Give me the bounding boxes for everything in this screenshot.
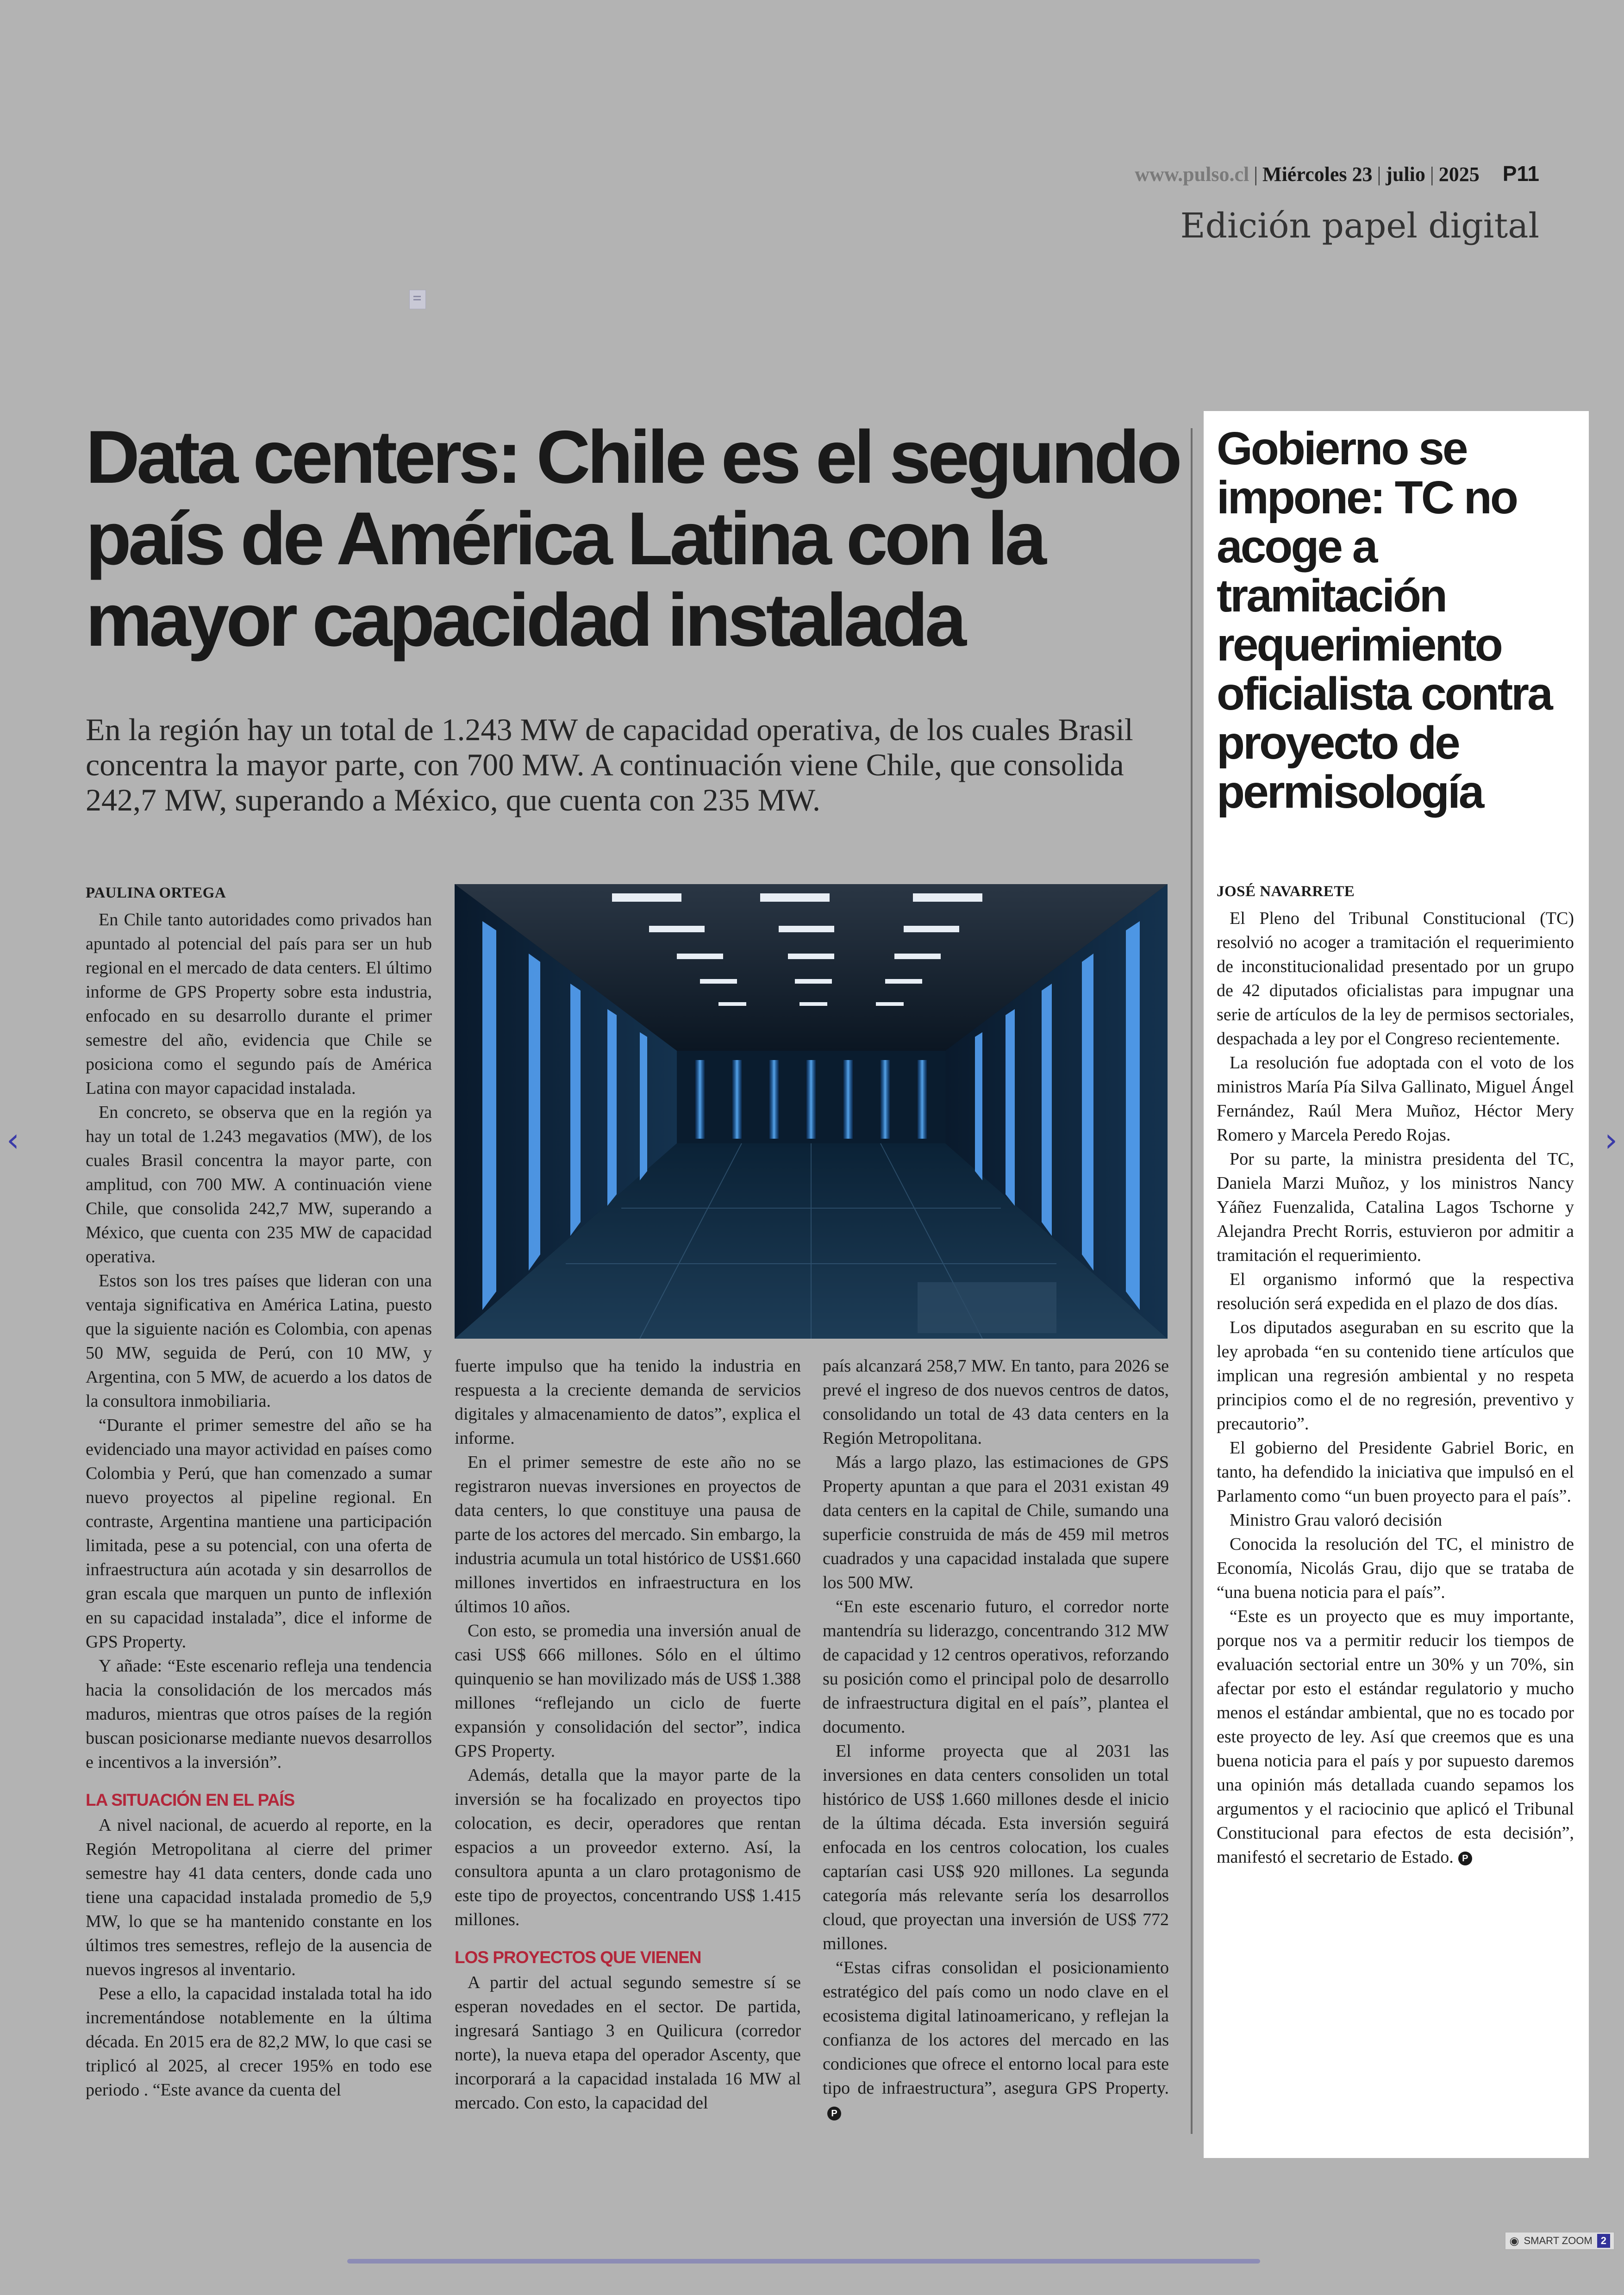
chevron-left-icon[interactable]: ‹ bbox=[6, 1121, 19, 1159]
sidebar-author: JOSÉ NAVARRETE bbox=[1217, 883, 1355, 900]
article-column-1 bbox=[86, 881, 432, 2102]
paragraph-text: “Este es un proyecto que es muy importante, porque nos va a permitir reducir los tiempos de evaluación sectorial entre un 30% y un 70%, sin afectar por esto el estándar regulatorio y mucho menos el estándar ambiental, que no es tocado por este proyecto de ley. Así que creemos que es una buena noticia para el país y por supuesto daremos una opinión más detallada cuando sepamos los argumentos y el raciocinio que aplicó el Tribunal Constitucional para efectos de esta decisión”, manifestó el secretario de Estado. bbox=[1217, 1607, 1574, 1867]
sidebar-subhead: Ministro Grau valoró decisión bbox=[1230, 1510, 1443, 1530]
page-number: P11 bbox=[1502, 162, 1539, 186]
paragraph: fuerte impulso que ha tenido la industria en respuesta a la creciente demanda de servicios digitales y almacenamiento de datos”, explica el informe. bbox=[455, 1356, 801, 1448]
main-lead: En la región hay un total de 1.243 MW de capacidad operativa, de los cuales Brasil concentra la mayor parte, con 700 MW. A continuación viene Chile, que consolida 242,7 MW, superando a México, que cuenta con 235 MW. bbox=[86, 712, 1133, 817]
article-column-2 bbox=[455, 1354, 801, 2115]
paragraph: Por su parte, la ministra presidenta del TC, Daniela Marzi Muñoz, y los ministros Nancy Yáñez Fuenzalida, Catalina Lagos Tschorne y Alejandra Precht Rorris, estuvieron por admitir a tramitación el requerimiento. bbox=[1217, 1149, 1574, 1265]
issue-month: julio bbox=[1386, 163, 1425, 186]
paragraph: Estos son los tres países que lideran con una ventaja significativa en América Latina, puesto que la siguiente nación es Colombia, con apenas 50 MW, seguida de Perú, con 10 MW, y Argentina, con 5 MW, de acuerdo a los datos de la consultora inmobiliaria. bbox=[86, 1271, 432, 1411]
paragraph: La resolución fue adoptada con el voto de los ministros María Pía Silva Gallinato, Miguel Ángel Fernández, Raúl Mera Muñoz, Héctor Mery Romero y Marcela Peredo Rojas. bbox=[1217, 1053, 1574, 1145]
column-divider bbox=[1191, 428, 1193, 2134]
paragraph bbox=[823, 1956, 1169, 2124]
sidebar-article bbox=[1204, 411, 1589, 2158]
eye-icon: ◉ bbox=[1509, 2234, 1519, 2247]
end-mark-icon: P bbox=[827, 2107, 841, 2120]
sidebar-headline: Gobierno se impone: TC no acoge a tramitación requerimiento oficialista contra proyecto de permisología bbox=[1217, 423, 1551, 818]
subhead-situacion: LA SITUACIÓN EN EL PAÍS bbox=[86, 1790, 295, 1809]
paragraph: Además, detalla que la mayor parte de la inversión se ha focalizado en proyectos tipo colocation, es decir, operadores que rentan espacios a un proveedor externo. Así, la consultora apunta a un claro protagonismo de este tipo de proyectos, concentrando US$ 1.415 millones. bbox=[455, 1765, 801, 1929]
edition-label: Edición papel digital bbox=[1180, 206, 1539, 246]
paragraph: A partir del actual segundo semestre sí se esperan novedades en el sector. De partida, ingresará Santiago 3 en Quilicura (corredor norte), la nueva etapa del operador Ascenty, que incorporará a la capacidad instalada 16 MW al mercado. Con esto, la capacidad del bbox=[455, 1973, 801, 2113]
note-marker-icon[interactable] bbox=[409, 290, 426, 309]
paragraph-text: “Estas cifras consolidan el posicionamiento estratégico del país como un nodo clave en el ecosistema digital latinoamericano, y reflejan la confianza de los actores del mercado en las condiciones que ofrece el entorno local para este tipo de infraestructura”, asegura GPS Property. bbox=[823, 1958, 1169, 2098]
end-mark-icon: P bbox=[1458, 1852, 1472, 1865]
paragraph: En Chile tanto autoridades como privados han apuntado al potencial del país para ser un hub regional en el mercado de data centers. El último informe de GPS Property sobre esta industria, enfocado en su desarrollo durante el primer semestre del año, evidencia que Chile se posiciona como el segundo país de América Latina con mayor capacidad instalada. bbox=[86, 910, 432, 1098]
issue-year: 2025 bbox=[1438, 163, 1480, 186]
smart-zoom-button[interactable] bbox=[1505, 2232, 1615, 2250]
paragraph: Pese a ello, la capacidad instalada total ha ido incrementándose notablemente en la última década. En 2015 era de 82,2 MW, lo que casi se triplicó al 2025, al crecer 195% en todo ese periodo . “Este avance da cuenta del bbox=[86, 1984, 432, 2100]
paragraph bbox=[1217, 1604, 1574, 1869]
paragraph: El informe proyecta que al 2031 las inversiones en data centers consoliden un total histórico de US$ 1.660 millones desde el inicio de la última década. Esta inversión seguirá enfocada en los centros colocation, los cuales captarían casi US$ 920 millones. La segunda categoría más relevante sería los desarrollos cloud, que proyectan una inversión de US$ 772 millones. bbox=[823, 1741, 1169, 1953]
issue-day: Miércoles 23 bbox=[1262, 163, 1373, 186]
article-column-3 bbox=[823, 1354, 1169, 2124]
paragraph: Y añade: “Este escenario refleja una tendencia hacia la consolidación de los mercados más maduros, mientras que otros países de la región buscan posicionarse mediante nuevos desarrollos e incentivos a la inversión”. bbox=[86, 1656, 432, 1772]
paragraph: En concreto, se observa que en la región ya hay un total de 1.243 megavatios (MW), de los cuales Brasil concentra la mayor parte, con amplitud, con 700 MW. A continuación viene Chile, que consolida 242,7 MW, superando a México, que cuenta con 235 MW de capacidad operativa. bbox=[86, 1103, 432, 1266]
data-center-photo bbox=[455, 884, 1168, 1339]
main-headline: Data centers: Chile es el segundo país de América Latina con la mayor capacidad instalada bbox=[86, 415, 1179, 662]
paragraph: Conocida la resolución del TC, el ministro de Economía, Nicolás Grau, dijo que se trataba de “una buena noticia para el país”. bbox=[1217, 1534, 1574, 1602]
paragraph: Los diputados aseguraban en su escrito que la ley aprobada “en su contenido tiene artículos que implican una regresión ambiental y no respeta principios como el de no regresión, preventivo y precautorio”. bbox=[1217, 1318, 1574, 1434]
paragraph: El organismo informó que la respectiva resolución será expedida en el plazo de dos días. bbox=[1217, 1270, 1574, 1313]
paragraph: “En este escenario futuro, el corredor norte mantendría su liderazgo, concentrando 312 MW de capacidad y 12 centros operativos, reforzando su posición como el principal polo de desarrollo de infraestructura digital en el país”, plantea el documento. bbox=[823, 1597, 1169, 1737]
main-author: PAULINA ORTEGA bbox=[86, 885, 226, 901]
subhead-proyectos: LOS PROYECTOS QUE VIENEN bbox=[455, 1948, 701, 1967]
paragraph: El Pleno del Tribunal Constitucional (TC) resolvió no acoger a tramitación el requerimiento de inconstitucionalidad presentado por un grupo de 42 diputados oficialistas para impugnar una serie de artículos de la ley de permisos sectoriales, despachada a ley por el Congreso recientemente. bbox=[1217, 909, 1574, 1048]
smart-zoom-badge: 2 bbox=[1597, 2234, 1610, 2248]
page-header: www.pulso.cl | Miércoles 23 | julio | 2025 P11 bbox=[1135, 162, 1539, 186]
horizontal-scrollbar[interactable] bbox=[347, 2259, 1260, 2264]
chevron-right-icon[interactable]: › bbox=[1605, 1121, 1618, 1159]
sidebar-body bbox=[1217, 879, 1574, 1869]
paragraph: Más a largo plazo, las estimaciones de GPS Property apuntan a que para el 2031 existan 49 data centers en la capital de Chile, sumando una superficie construida de más de 459 mil metros cuadrados y una capacidad instalada que supere los 500 MW. bbox=[823, 1453, 1169, 1592]
paragraph: Con esto, se promedia una inversión anual de casi US$ 666 millones. Sólo en el último quinquenio se han movilizado más de US$ 1.388 millones “reflejando un ciclo de fuerte expansión y consolidación del sector”, indica GPS Property. bbox=[455, 1621, 801, 1761]
site-url: www.pulso.cl bbox=[1135, 163, 1249, 186]
paragraph: En el primer semestre de este año no se registraron nuevas inversiones en proyectos de data centers, lo que constituye una pausa de parte de los actores del mercado. Sin embargo, la industria acumula un total histórico de US$1.660 millones invertidos en infraestructura en los últimos 10 años. bbox=[455, 1453, 801, 1616]
paragraph: “Durante el primer semestre del año se ha evidenciado una mayor actividad en países como Colombia y Perú, que han comenzado a sumar nuevo proyectos al pipeline regional. En contraste, Argentina mantiene una participación limitada, pese a su potencial, con una oferta de infraestructura aún acotada y sin desarrollos de gran escala que marquen un punto de inflexión en su capacidad instalada”, dice el informe de GPS Property. bbox=[86, 1416, 432, 1652]
paragraph: A nivel nacional, de acuerdo al reporte, en la Región Metropolitana al cierre del primer semestre hay 41 data centers, donde cada uno tiene una capacidad instalada promedio de 5,9 MW, lo que se ha mantenido constante en los últimos tres semestres, reflejo de la ausencia de nuevos ingresos al inventario. bbox=[86, 1815, 432, 1979]
smart-zoom-label: SMART ZOOM bbox=[1524, 2235, 1593, 2246]
paragraph: El gobierno del Presidente Gabriel Boric, en tanto, ha defendido la iniciativa que impulsó en el Parlamento como “un buen proyecto para el país”. bbox=[1217, 1438, 1574, 1506]
paragraph: país alcanzará 258,7 MW. En tanto, para 2026 se prevé el ingreso de dos nuevos centros de datos, consolidando un total de 43 data centers en la Región Metropolitana. bbox=[823, 1356, 1169, 1448]
